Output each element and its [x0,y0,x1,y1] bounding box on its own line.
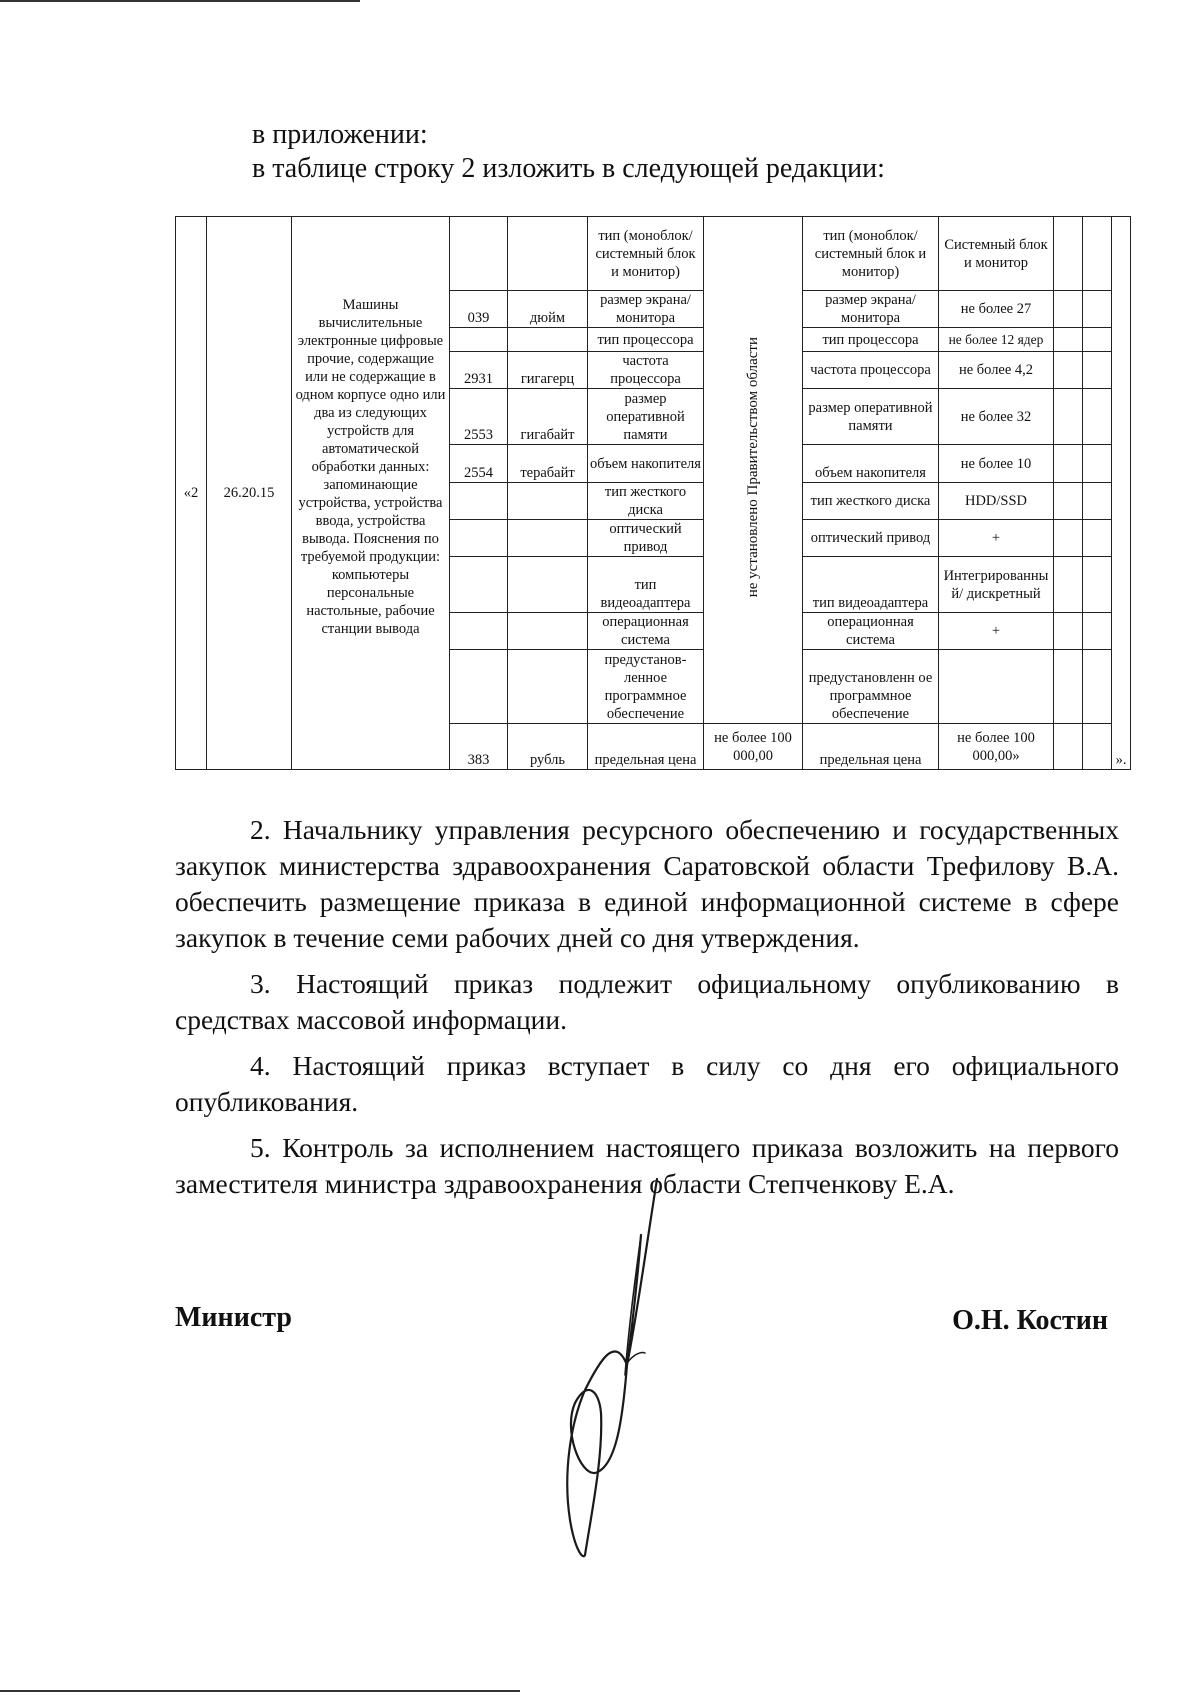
unit-name [508,557,588,613]
unit-name [508,328,588,352]
empty-cell [1083,520,1112,557]
characteristic-cell: предустановленн ое программное обеспечение [803,650,939,724]
okei-code: 2931 [450,352,508,389]
row-number: «2 [176,217,207,770]
empty-cell [1054,613,1083,650]
intro [252,118,885,186]
empty-cell [1083,613,1112,650]
empty-cell [1054,650,1083,724]
okpd-code: 26.20.15 [207,217,292,770]
characteristic-cell: предельная цена [588,724,704,770]
characteristic-cell: операционная система [588,613,704,650]
characteristic-cell: тип процессора [803,328,939,352]
scan-edge-top [0,0,360,2]
characteristic-cell: размер экрана/ монитора [803,291,939,328]
handwritten-signature [545,1175,680,1560]
characteristic-cell: тип видеоадаптера [588,557,704,613]
okei-code [450,328,508,352]
paragraph-5: 5. Контроль за исполнением настоящего приказа возложить на первого заместителя министра здравоохранения области Степченкову Е.А. [175,1132,1119,1199]
empty-cell [1054,445,1083,483]
value-cell: не более 27 [939,291,1054,328]
empty-cell [1083,217,1112,291]
unit-name [508,650,588,724]
value-cell: HDD/SSD [939,483,1054,520]
empty-cell [1054,217,1083,291]
unit-name: гигагерц [508,352,588,389]
unit-name [508,613,588,650]
value-cell: + [939,613,1054,650]
signer-title: Министр [175,1302,292,1333]
value-cell [939,650,1054,724]
empty-cell [1083,650,1112,724]
unit-name: рубль [508,724,588,770]
empty-cell [1054,557,1083,613]
value-cell: не более 100 000,00» [939,724,1054,770]
characteristic-cell: оптический привод [803,520,939,557]
unit-name: терабайт [508,445,588,483]
empty-cell [1054,483,1083,520]
gov-value-text: не установлено Правительством области [745,337,761,598]
empty-cell [1054,389,1083,445]
okei-code [450,557,508,613]
characteristic-cell: оптический привод [588,520,704,557]
unit-name: дюйм [508,291,588,328]
empty-cell [1083,352,1112,389]
end-mark: ». [1112,217,1131,770]
value-cell: + [939,520,1054,557]
characteristic-cell: объем накопителя [803,445,939,483]
gov-value-cell [704,217,803,724]
empty-cell [1083,328,1112,352]
empty-cell [1083,557,1112,613]
empty-cell [1054,328,1083,352]
characteristic-cell: тип процессора [588,328,704,352]
empty-cell [1083,483,1112,520]
value-cell: Интегрированны й/ дискретный [939,557,1054,613]
okei-code: 039 [450,291,508,328]
value-cell: не более 12 ядер [939,328,1054,352]
characteristic-cell: тип (моноблок/ системный блок и монитор) [588,217,704,291]
okei-code [450,613,508,650]
okei-code [450,650,508,724]
characteristic-cell: размер оперативной памяти [588,389,704,445]
okei-code [450,483,508,520]
characteristic-cell: тип (моноблок/ системный блок и монитор) [803,217,939,291]
okei-code [450,217,508,291]
paragraph-2: 2. Начальнику управления ресурсного обеспечению и государственных закупок министерства здравоохранения Саратовской области Трефилову В.А. обеспечить размещение приказа в единой информационной системе в сфере закупок в течение семи рабочих дней со дня утверждения. [175,814,1119,953]
product-description-text: Машины вычислительные электронные цифровые прочие, содержащие или не содержащие в одном корпусе одно или два из следующих устройств для автоматической обработки данных: запоминающие устройства, устройства ввода, устройства вывода. Пояснения по требуемой продукции: компьютеры персональные настольные, рабочие станции вывода [295,297,446,637]
empty-cell [1083,389,1112,445]
characteristic-cell: частота процессора [588,352,704,389]
empty-cell [1054,352,1083,389]
empty-cell [1083,724,1112,770]
okei-code: 383 [450,724,508,770]
scan-edge-bottom [0,1690,520,1692]
intro-line-1: в приложении: [252,119,428,150]
paragraphs [175,812,1119,1212]
characteristic-cell: тип жесткого диска [588,483,704,520]
okei-code: 2554 [450,445,508,483]
paragraph-3: 3. Настоящий приказ подлежит официальному опубликованию в средствах массовой информации. [175,968,1119,1035]
value-cell: Системный блок и монитор [939,217,1054,291]
characteristic-cell: частота процессора [803,352,939,389]
empty-cell [1054,291,1083,328]
product-description [292,217,450,770]
characteristic-cell: тип видеоадаптера [803,557,939,613]
paragraph-4: 4. Настоящий приказ вступает в силу со дня его официального опубликования. [175,1050,1119,1117]
characteristic-cell: объем накопителя [588,445,704,483]
signer-name: О.Н. Костин [952,1305,1108,1336]
value-cell: не более 32 [939,389,1054,445]
spec-table [175,216,1131,770]
characteristic-cell: размер оперативной памяти [803,389,939,445]
unit-name: гигабайт [508,389,588,445]
characteristic-cell: тип жесткого диска [803,483,939,520]
empty-cell [1083,291,1112,328]
empty-cell [1054,520,1083,557]
unit-name [508,217,588,291]
characteristic-cell: операционная система [803,613,939,650]
okei-code: 2553 [450,389,508,445]
value-cell: не более 4,2 [939,352,1054,389]
okei-code [450,520,508,557]
value-cell: не более 10 [939,445,1054,483]
table-row [176,217,1131,291]
characteristic-cell: предельная цена [803,724,939,770]
empty-cell [1054,724,1083,770]
unit-name [508,520,588,557]
characteristic-cell: предустанов-ленное программное обеспечение [588,650,704,724]
empty-cell [1083,445,1112,483]
characteristic-cell: размер экрана/ монитора [588,291,704,328]
gov-price-cell: не более 100 000,00 [704,724,803,770]
unit-name [508,483,588,520]
intro-line-2: в таблице строку 2 изложить в следующей редакции: [252,153,885,184]
